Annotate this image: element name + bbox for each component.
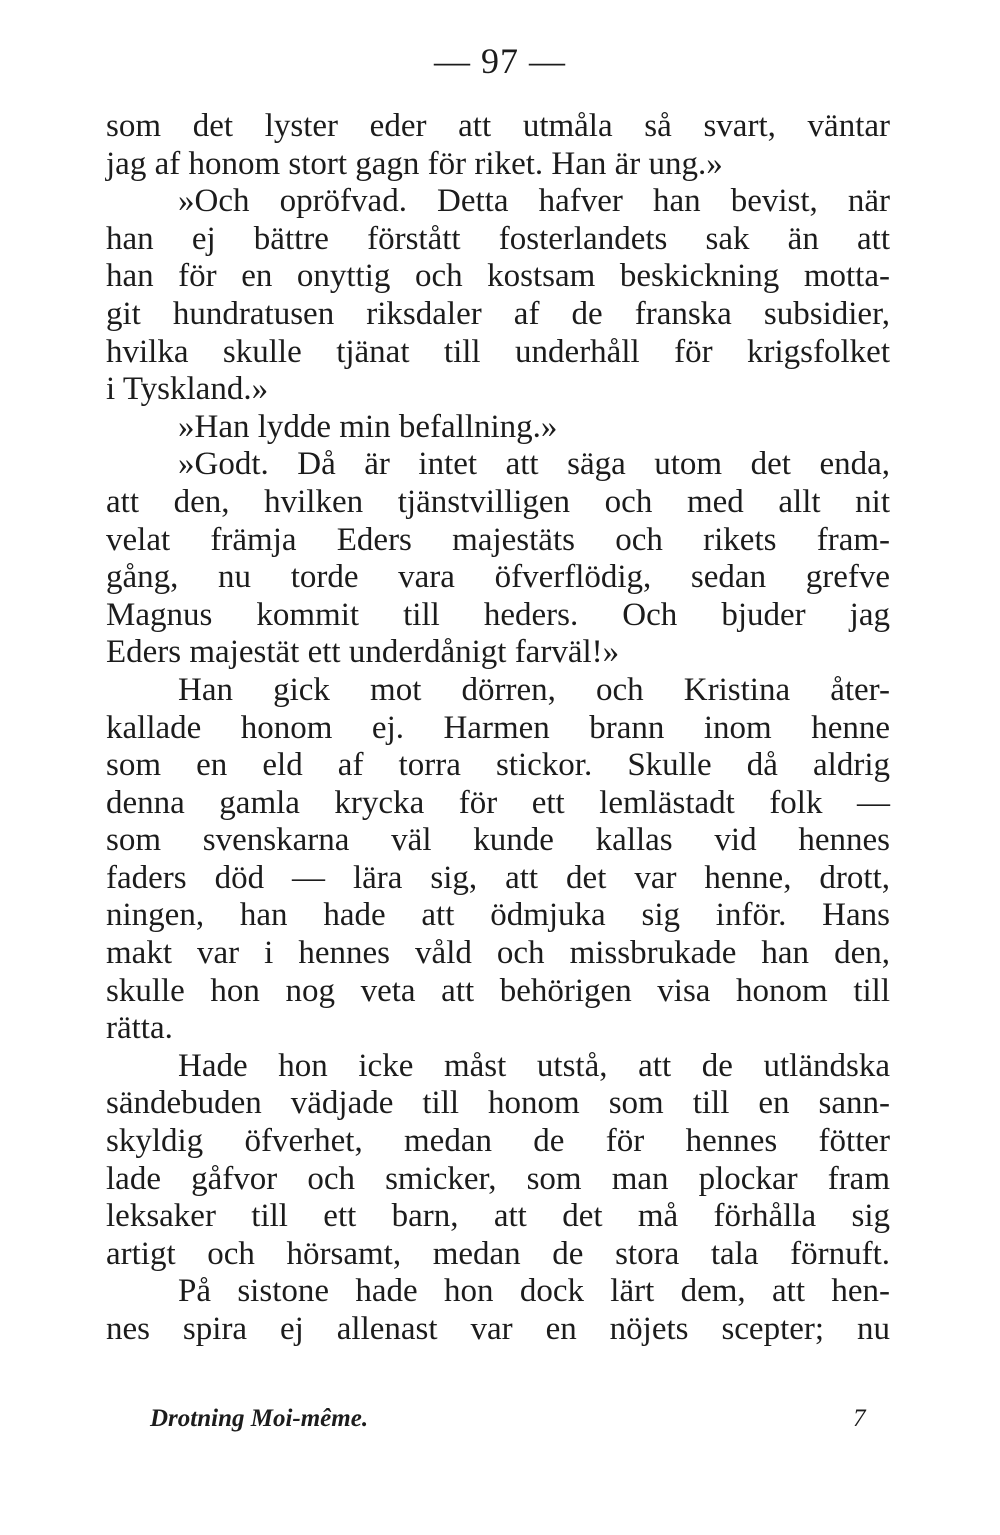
text-line: velat främja Eders majestäts och rikets fram- <box>106 521 890 558</box>
text-line: kallade honom ej. Harmen brann inom henne <box>106 709 890 746</box>
running-footer-title: Drotning Moi-même. <box>150 1405 369 1432</box>
text-line: hvilka skulle tjänat till underhåll för krigsfolket <box>106 333 890 370</box>
text-line: gång, nu torde vara öfverflödig, sedan grefve <box>106 559 890 596</box>
text-line: han ej bättre förstått fosterlandets sak än att <box>106 220 890 257</box>
text-line: »Godt. Då är intet att säga utom det enda, <box>178 446 890 483</box>
text-line: skyldig öfverhet, medan de för hennes fötter <box>106 1123 890 1160</box>
body-text <box>106 108 890 1349</box>
text-line: jag af honom stort gagn för riket. Han är ung.» <box>106 145 723 182</box>
text-line: »Och opröfvad. Detta hafver han bevist, när <box>178 183 890 220</box>
text-line: Hade hon icke måst utstå, att de utländska <box>178 1047 890 1084</box>
text-line: rätta. <box>106 1010 173 1047</box>
text-line: som svenskarna väl kunde kallas vid hennes <box>106 822 890 859</box>
text-line: git hundratusen riksdaler af de franska subsidier, <box>106 295 890 332</box>
text-line: Eders majestät ett underdånigt farväl!» <box>106 634 620 671</box>
text-line: skulle hon nog veta att behörigen visa honom till <box>106 972 890 1009</box>
page-number: — 97 — <box>434 41 566 81</box>
text-line: denna gamla krycka för ett lemlästadt folk — <box>106 784 890 821</box>
text-line: som en eld af torra stickor. Skulle då aldrig <box>106 747 890 784</box>
text-line: faders död — lära sig, att det var henne, drott, <box>106 859 890 896</box>
text-line: »Han lydde min befallning.» <box>178 408 558 445</box>
text-line: leksaker till ett barn, att det må förhålla sig <box>106 1198 890 1235</box>
text-line: På sistone hade hon dock lärt dem, att hen- <box>178 1273 890 1310</box>
text-line: nes spira ej allenast var en nöjets scepter; nu <box>106 1311 890 1347</box>
text-line: Han gick mot dörren, och Kristina åter- <box>178 671 890 708</box>
text-line: som det lyster eder att utmåla så svart, väntar <box>106 108 890 144</box>
text-line: att den, hvilken tjänstvilligen och med allt nit <box>106 483 890 520</box>
text-line: lade gåfvor och smicker, som man plockar fram <box>106 1160 890 1197</box>
text-line: han för en onyttig och kostsam beskickning motta- <box>106 258 890 295</box>
text-line: artigt och hörsamt, medan de stora tala förnuft. <box>106 1235 890 1272</box>
text-line: Magnus kommit till heders. Och bjuder jag <box>106 596 890 633</box>
text-line: ningen, han hade att ödmjuka sig inför. Hans <box>106 897 890 934</box>
text-line: sändebuden vädjade till honom som till en sann- <box>106 1085 890 1122</box>
text-line: makt var i hennes våld och missbrukade han den, <box>106 935 890 972</box>
text-line: i Tyskland.» <box>106 371 269 408</box>
signature-mark: 7 <box>853 1405 866 1432</box>
